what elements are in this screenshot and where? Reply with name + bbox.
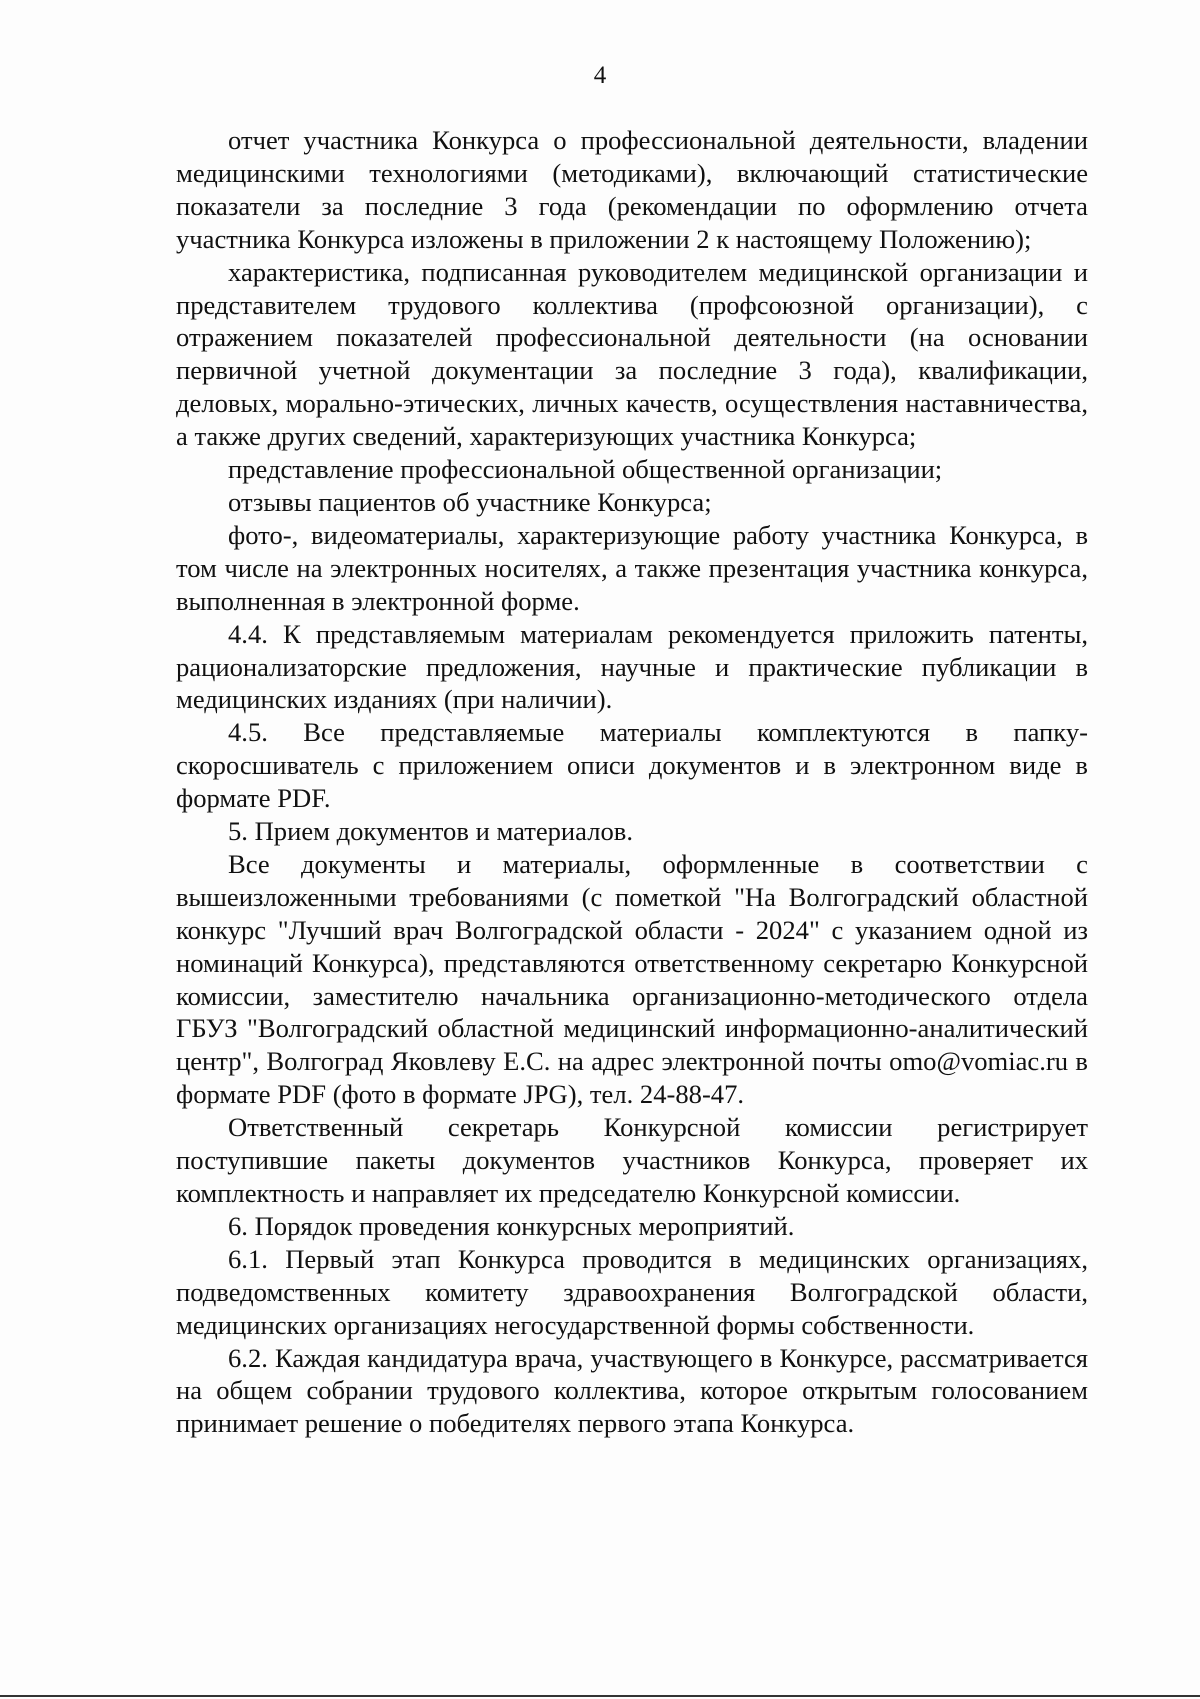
paragraph-photo-video: фото-, видеоматериалы, характеризующие работу участника Конкурса, в том числе на электронных носителях, а также презентация участника конкурса, выполненная в электронной форме. — [176, 519, 1088, 616]
section-heading-6: 6. Порядок проведения конкурсных мероприятий. — [228, 1210, 795, 1241]
paragraph-6-2: 6.2. Каждая кандидатура врача, участвующего в Конкурсе, рассматривается на общем собрании трудового коллектива, которое открытым голосованием принимает решение о победителях первого этапа Конкурса. — [176, 1342, 1088, 1439]
paragraph-patient-reviews: отзывы пациентов об участнике Конкурса; — [228, 486, 712, 517]
document-body — [176, 124, 1088, 1440]
paragraph-6-1: 6.1. Первый этап Конкурса проводится в медицинских организациях, подведомственных комитету здравоохранения Волгоградской области, медицинских организациях негосударственной формы собственности. — [176, 1243, 1088, 1340]
paragraph-4-5: 4.5. Все представляемые материалы комплектуются в папку-скоросшиватель с приложением описи документов и в электронном виде в формате PDF. — [176, 717, 1088, 814]
page-number: 4 — [593, 62, 607, 89]
paragraph-characteristic: характеристика, подписанная руководителем медицинской организации и представителем трудового коллектива (профсоюзной организации), с отражением показателей профессиональной деятельности (на основании первичной учетной документации за последние 3 года), квалификации, деловых, морально-этических, личных качеств, осуществления наставничества, а также других сведений, характеризующих участника Конкурса; — [176, 256, 1088, 452]
page-bottom-edge — [0, 1695, 1200, 1697]
paragraph-participant-report: отчет участника Конкурса о профессиональной деятельности, владении медицинскими технологиями (методиками), включающий статистические показатели за последние 3 года (рекомендации по оформлению отчета участника Конкурса изложены в приложении 2 к настоящему Положению); — [176, 125, 1088, 254]
paragraph-professional-org: представление профессиональной общественной организации; — [228, 454, 943, 485]
paragraph-submission: Все документы и материалы, оформленные в соответствии с вышеизложенными требованиями (с пометкой "На Волгоградский областной конкурс "Лучший врач Волгоградской области - 2024" с указанием одной из номинаций Конкурса), представляются ответственному секретарю Конкурсной комиссии, заместителю начальника организационно-методического отдела ГБУЗ "Волгоградский областной медицинский информационно-аналитический центр", Волгоград Яковлеву Е.С. на адрес электронной почты omo@vomiac.ru в формате PDF (фото в формате JPG), тел. 24-88-47. — [176, 848, 1088, 1110]
paragraph-secretary: Ответственный секретарь Конкурсной комиссии регистрирует поступившие пакеты документов участников Конкурса, проверяет их комплектность и направляет их председателю Конкурсной комиссии. — [176, 1112, 1088, 1208]
section-heading-5: 5. Прием документов и материалов. — [228, 816, 633, 847]
paragraph-4-4: 4.4. К представляемым материалам рекомендуется приложить патенты, рационализаторские предложения, научные и практические публикации в медицинских изданиях (при наличии). — [176, 618, 1088, 715]
